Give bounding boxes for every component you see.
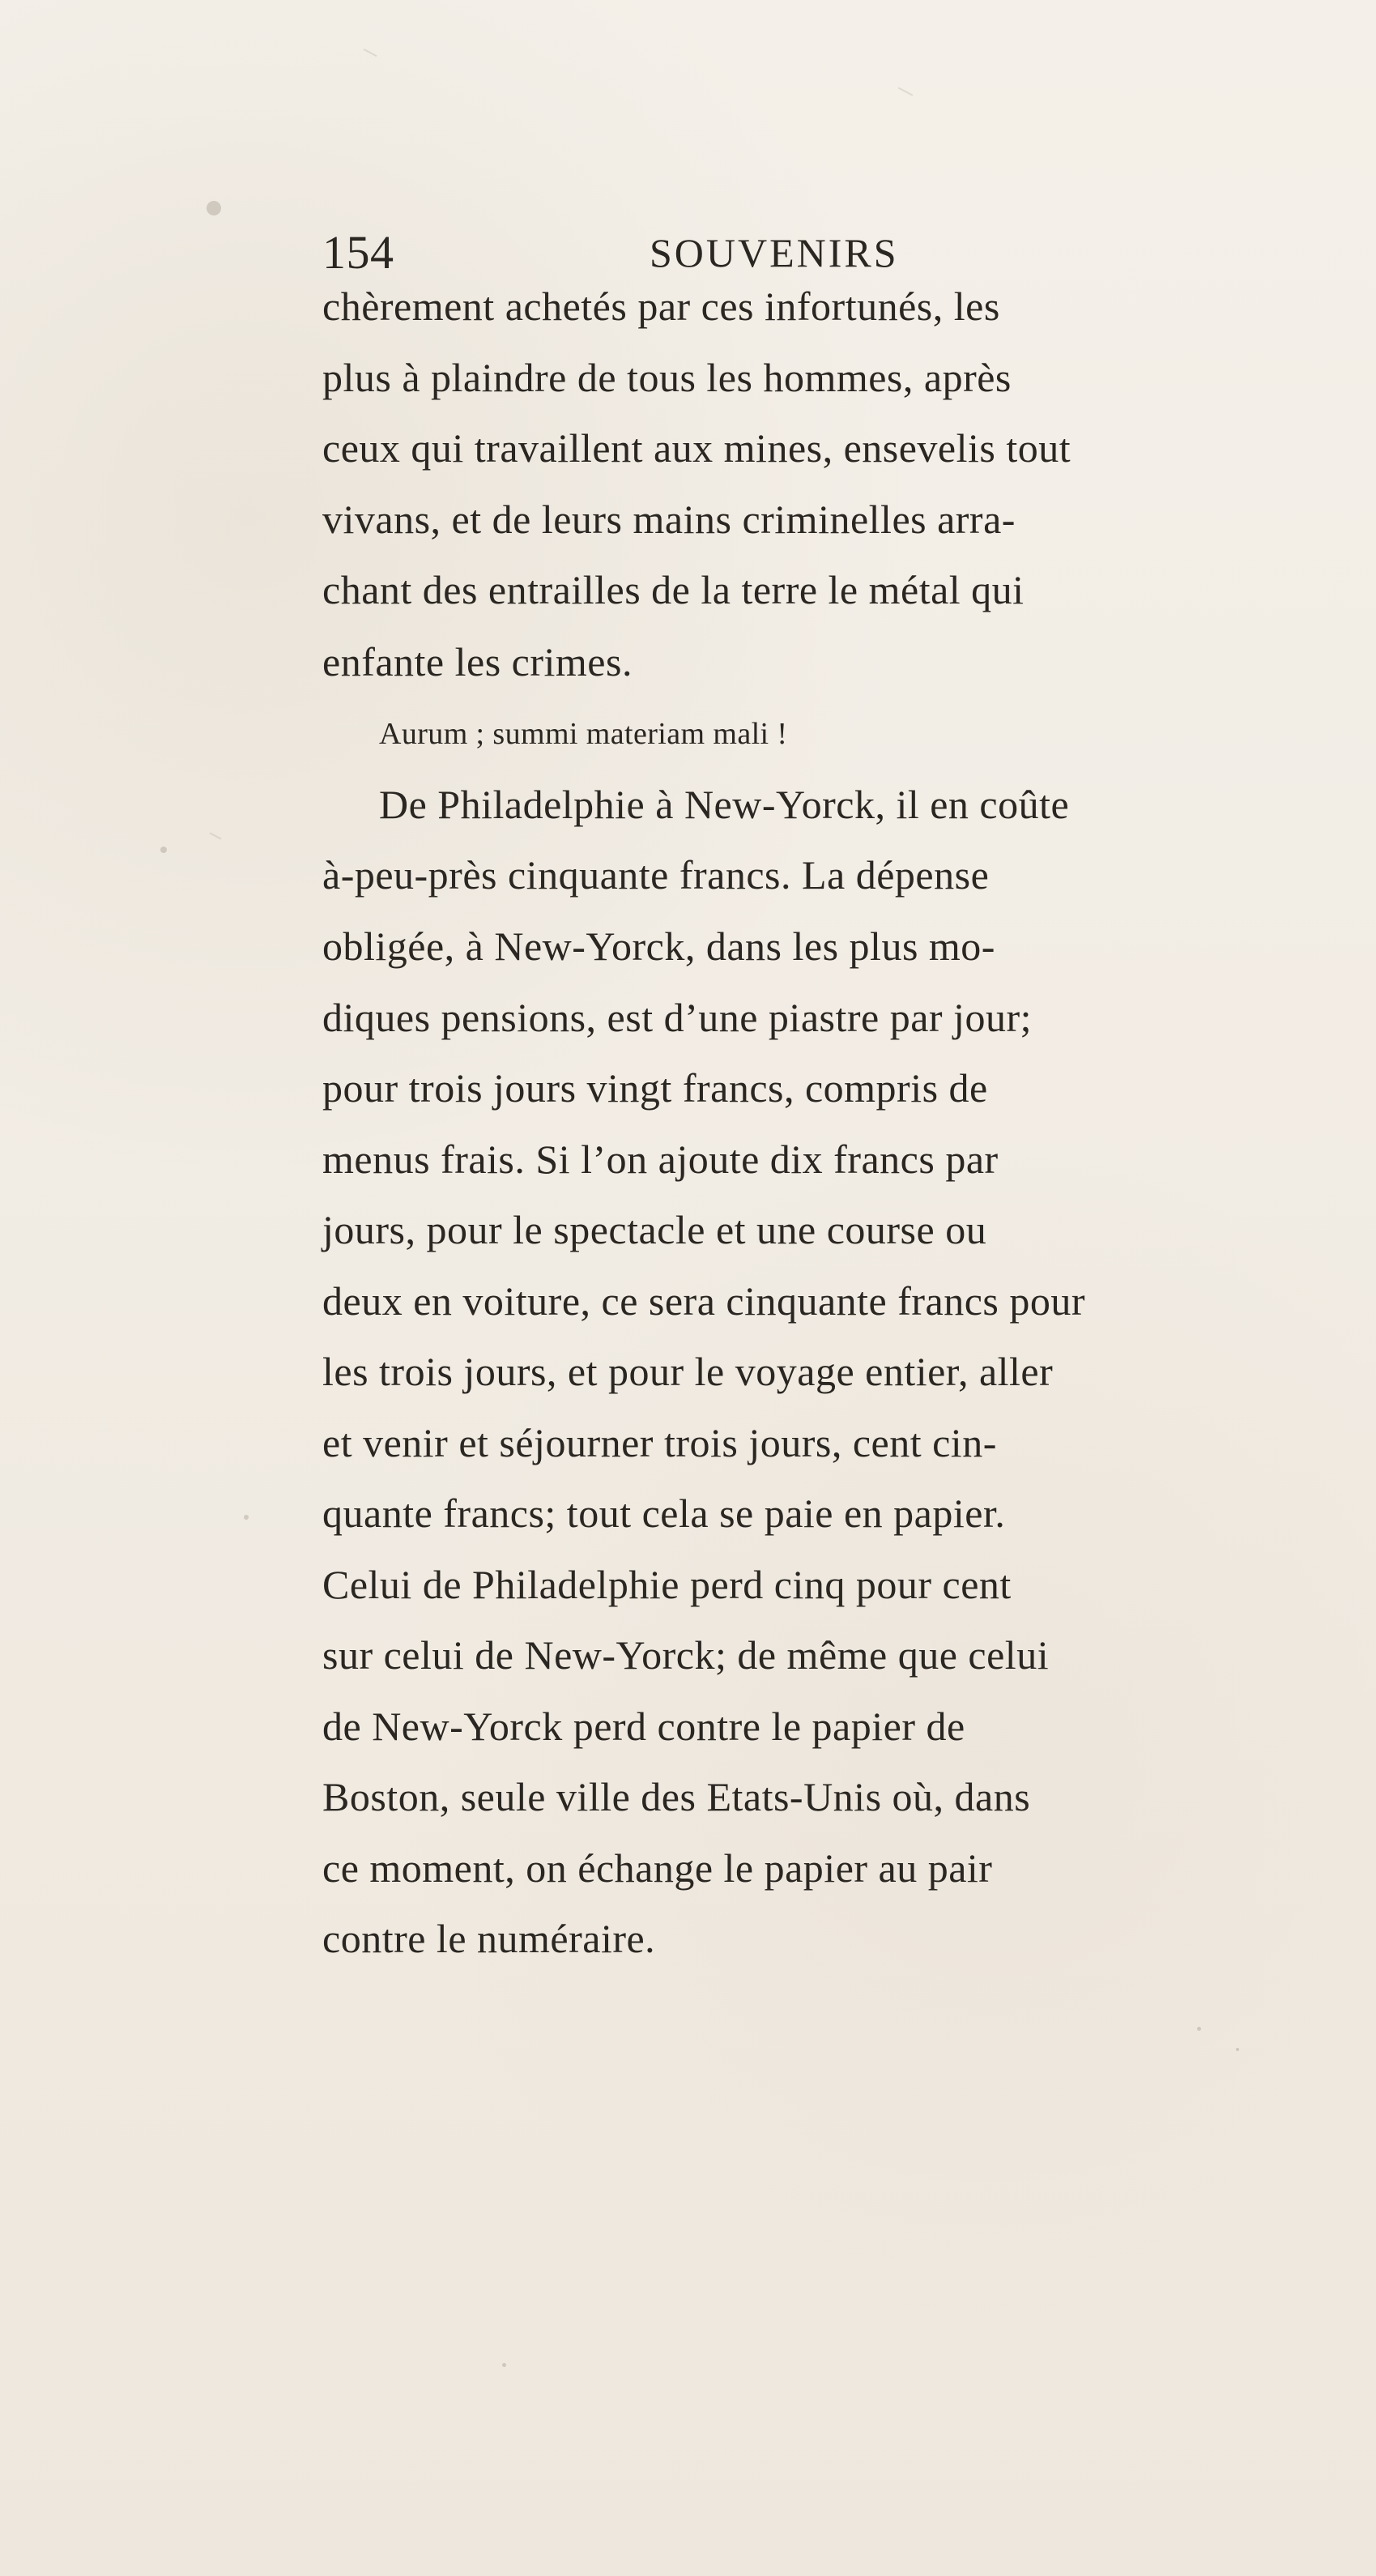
body-line: plus à plaindre de tous les hommes, après: [322, 355, 1012, 400]
paper-speck: [1236, 2048, 1239, 2051]
body-line: ce moment, on échange le papier au pair: [322, 1845, 993, 1891]
paper-speck: [207, 201, 221, 215]
body-line: les trois jours, et pour le voyage entier, aller: [322, 1349, 1054, 1394]
body-line: chèrement achetés par ces infortunés, les: [322, 284, 1000, 329]
paper-mark: [209, 832, 221, 839]
paper-speck: [160, 847, 167, 853]
body-line: contre le numéraire.: [322, 1916, 656, 1961]
body-line: menus frais. Si l’on ajoute dix francs par: [322, 1137, 999, 1182]
body-line: jours, pour le spectacle et une course ou: [322, 1207, 987, 1252]
paragraph-start: De Philadelphie à New-Yorck, il en coûte: [379, 782, 1070, 827]
body-line: diques pensions, est d’une piastre par jour;: [322, 995, 1032, 1040]
body-line: à-peu-près cinquante francs. La dépense: [322, 852, 990, 898]
paper-speck: [1197, 2027, 1201, 2031]
running-title: SOUVENIRS: [650, 230, 899, 275]
body-line: et venir et séjourner trois jours, cent cin-: [322, 1420, 997, 1465]
body-line: sur celui de New-Yorck; de même que celui: [322, 1632, 1050, 1678]
body-line: Celui de Philadelphie perd cinq pour cent: [322, 1562, 1012, 1607]
body-line: enfante les crimes.: [322, 639, 633, 685]
body-line: quante francs; tout cela se paie en papier.: [322, 1491, 1006, 1536]
body-line: chant des entrailles de la terre le métal qui: [322, 567, 1025, 612]
body-line: Boston, seule ville des Etats-Unis où, dans: [322, 1774, 1031, 1819]
body-line: pour trois jours vingt francs, compris de: [322, 1065, 988, 1111]
body-line: obligée, à New-Yorck, dans les plus mo-: [322, 923, 995, 969]
body-line: deux en voiture, ce sera cinquante francs pour: [322, 1278, 1086, 1324]
body-line: ceux qui travaillent aux mines, ensevelis tout: [322, 425, 1071, 471]
paper-mark: [898, 87, 914, 96]
page-number: 154: [322, 226, 394, 279]
latin-quotation: Aurum ; summi materiam mali !: [379, 717, 788, 751]
page-text-block: [322, 220, 1294, 2002]
body-line: vivans, et de leurs mains criminelles arra-: [322, 497, 1016, 542]
body-line: de New-Yorck perd contre le papier de: [322, 1704, 965, 1749]
paper-speck: [502, 2363, 506, 2367]
paper-speck: [244, 1515, 249, 1520]
paper-mark: [364, 49, 377, 57]
